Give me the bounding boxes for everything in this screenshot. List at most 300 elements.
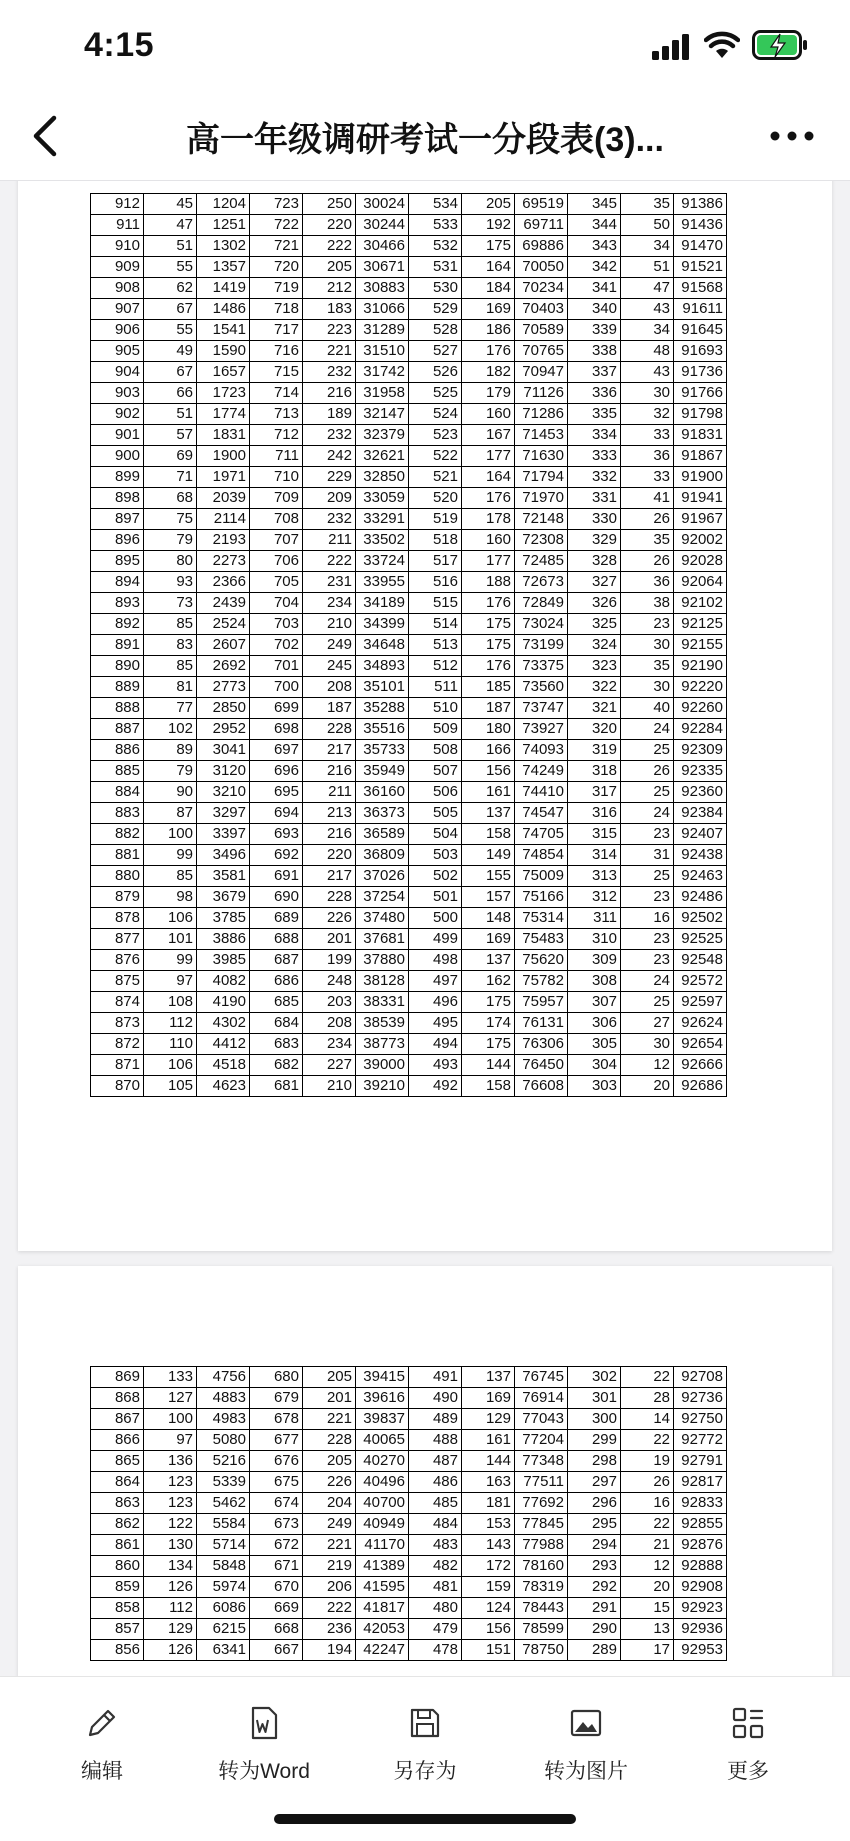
table-row [91, 257, 727, 278]
table-cell: 336 [568, 383, 621, 404]
table-cell: 32621 [356, 446, 409, 467]
table-cell: 5339 [197, 1472, 250, 1493]
table-cell: 2193 [197, 530, 250, 551]
table-cell: 205 [303, 1367, 356, 1388]
table-cell: 32850 [356, 467, 409, 488]
table-row [91, 1451, 727, 1472]
table-cell: 711 [250, 446, 303, 467]
table-cell: 92654 [674, 1034, 727, 1055]
table-cell: 75166 [515, 887, 568, 908]
table-cell: 23 [621, 950, 674, 971]
table-cell: 162 [462, 971, 515, 992]
table-row [91, 1367, 727, 1388]
edit-button[interactable]: 编辑 [32, 1705, 172, 1785]
table-cell: 30 [621, 635, 674, 656]
table-cell: 77845 [515, 1514, 568, 1535]
table-cell: 307 [568, 992, 621, 1013]
table-cell: 106 [144, 1055, 197, 1076]
table-cell: 157 [462, 887, 515, 908]
table-cell: 674 [250, 1493, 303, 1514]
table-cell: 517 [409, 551, 462, 572]
table-cell: 222 [303, 551, 356, 572]
table-cell: 106 [144, 908, 197, 929]
table-cell: 697 [250, 740, 303, 761]
table-cell: 2773 [197, 677, 250, 698]
table-cell: 110 [144, 1034, 197, 1055]
table-cell: 21 [621, 1535, 674, 1556]
table-cell: 31289 [356, 320, 409, 341]
table-cell: 528 [409, 320, 462, 341]
table-cell: 30 [621, 677, 674, 698]
table-cell: 221 [303, 341, 356, 362]
table-cell: 676 [250, 1451, 303, 1472]
table-cell: 323 [568, 656, 621, 677]
table-cell: 92125 [674, 614, 727, 635]
table-row [91, 551, 727, 572]
table-cell: 55 [144, 257, 197, 278]
table-cell: 34648 [356, 635, 409, 656]
table-cell: 871 [91, 1055, 144, 1076]
table-cell: 1419 [197, 278, 250, 299]
table-cell: 48 [621, 341, 674, 362]
table-cell: 67 [144, 299, 197, 320]
table-cell: 691 [250, 866, 303, 887]
table-cell: 169 [462, 929, 515, 950]
table-cell: 92335 [674, 761, 727, 782]
grid-icon [730, 1705, 766, 1741]
table-cell: 299 [568, 1430, 621, 1451]
table-row [91, 719, 727, 740]
table-cell: 17 [621, 1640, 674, 1661]
table-cell: 1590 [197, 341, 250, 362]
table-cell: 2524 [197, 614, 250, 635]
table-cell: 35516 [356, 719, 409, 740]
table-cell: 137 [462, 950, 515, 971]
document-viewer[interactable] [0, 181, 850, 1676]
table-cell: 35 [621, 530, 674, 551]
table-cell: 92855 [674, 1514, 727, 1535]
table-cell: 4756 [197, 1367, 250, 1388]
table-cell: 521 [409, 467, 462, 488]
table-cell: 888 [91, 698, 144, 719]
table-cell: 862 [91, 1514, 144, 1535]
table-cell: 41 [621, 488, 674, 509]
table-cell: 908 [91, 278, 144, 299]
table-cell: 112 [144, 1598, 197, 1619]
table-cell: 668 [250, 1619, 303, 1640]
cellular-signal-icon [652, 34, 692, 60]
table-row [91, 488, 727, 509]
word-icon [246, 1705, 282, 1741]
table-cell: 124 [462, 1598, 515, 1619]
table-cell: 480 [409, 1598, 462, 1619]
table-cell: 33 [621, 467, 674, 488]
table-cell: 39000 [356, 1055, 409, 1076]
table-cell: 83 [144, 635, 197, 656]
table-cell: 75314 [515, 908, 568, 929]
table-cell: 37880 [356, 950, 409, 971]
table-cell: 478 [409, 1640, 462, 1661]
table-cell: 153 [462, 1514, 515, 1535]
table-cell: 92190 [674, 656, 727, 677]
table-cell: 1302 [197, 236, 250, 257]
table-row [91, 1472, 727, 1493]
table-cell: 216 [303, 761, 356, 782]
table-row [91, 1577, 727, 1598]
table-row [91, 866, 727, 887]
table-cell: 47 [144, 215, 197, 236]
table-cell: 870 [91, 1076, 144, 1097]
table-cell: 515 [409, 593, 462, 614]
table-cell: 187 [462, 698, 515, 719]
table-cell: 316 [568, 803, 621, 824]
table-cell: 295 [568, 1514, 621, 1535]
table-cell: 92936 [674, 1619, 727, 1640]
table-row [91, 824, 727, 845]
table-cell: 201 [303, 929, 356, 950]
table-cell: 91436 [674, 215, 727, 236]
table-cell: 156 [462, 761, 515, 782]
table-cell: 5462 [197, 1493, 250, 1514]
table-cell: 33 [621, 425, 674, 446]
table-cell: 92686 [674, 1076, 727, 1097]
table-cell: 172 [462, 1556, 515, 1577]
table-cell: 321 [568, 698, 621, 719]
table-cell: 39616 [356, 1388, 409, 1409]
convert-to-image-button[interactable]: 转为图片 [516, 1705, 656, 1785]
table-cell: 250 [303, 194, 356, 215]
table-row [91, 656, 727, 677]
table-cell: 236 [303, 1619, 356, 1640]
table-cell: 708 [250, 509, 303, 530]
table-cell: 163 [462, 1472, 515, 1493]
table-cell: 869 [91, 1367, 144, 1388]
table-cell: 186 [462, 320, 515, 341]
table-cell: 91867 [674, 446, 727, 467]
table-row [91, 1409, 727, 1430]
table-cell: 77692 [515, 1493, 568, 1514]
table-cell: 489 [409, 1409, 462, 1430]
table-cell: 92284 [674, 719, 727, 740]
table-cell: 909 [91, 257, 144, 278]
table-cell: 216 [303, 824, 356, 845]
table-row [91, 845, 727, 866]
table-cell: 891 [91, 635, 144, 656]
table-cell: 51 [144, 236, 197, 257]
table-row [91, 593, 727, 614]
table-cell: 301 [568, 1388, 621, 1409]
table-cell: 313 [568, 866, 621, 887]
table-cell: 33955 [356, 572, 409, 593]
table-cell: 4412 [197, 1034, 250, 1055]
table-cell: 74705 [515, 824, 568, 845]
more-options-icon[interactable] [768, 122, 816, 150]
table-row [91, 698, 727, 719]
table-cell: 685 [250, 992, 303, 1013]
table-cell: 911 [91, 215, 144, 236]
table-cell: 314 [568, 845, 621, 866]
table-cell: 232 [303, 509, 356, 530]
table-cell: 211 [303, 782, 356, 803]
table-cell: 905 [91, 341, 144, 362]
table-cell: 169 [462, 1388, 515, 1409]
table-cell: 294 [568, 1535, 621, 1556]
table-cell: 183 [303, 299, 356, 320]
table-cell: 71794 [515, 467, 568, 488]
table-row [91, 1514, 727, 1535]
table-cell: 102 [144, 719, 197, 740]
table-cell: 703 [250, 614, 303, 635]
table-cell: 73375 [515, 656, 568, 677]
table-cell: 72485 [515, 551, 568, 572]
table-cell: 178 [462, 509, 515, 530]
table-row [91, 1640, 727, 1661]
table-cell: 35288 [356, 698, 409, 719]
table-cell: 901 [91, 425, 144, 446]
table-cell: 92572 [674, 971, 727, 992]
table-cell: 123 [144, 1472, 197, 1493]
table-cell: 184 [462, 278, 515, 299]
table-cell: 108 [144, 992, 197, 1013]
table-cell: 896 [91, 530, 144, 551]
convert-to-word-button[interactable]: 转为Word [194, 1705, 334, 1785]
table-cell: 182 [462, 362, 515, 383]
table-cell: 696 [250, 761, 303, 782]
table-cell: 40700 [356, 1493, 409, 1514]
more-button[interactable]: 更多 [678, 1705, 818, 1785]
table-cell: 32147 [356, 404, 409, 425]
table-cell: 39837 [356, 1409, 409, 1430]
table-cell: 331 [568, 488, 621, 509]
table-cell: 1831 [197, 425, 250, 446]
table-cell: 92953 [674, 1640, 727, 1661]
table-cell: 705 [250, 572, 303, 593]
table-cell: 137 [462, 803, 515, 824]
table-cell: 176 [462, 341, 515, 362]
table-cell: 865 [91, 1451, 144, 1472]
table-cell: 130 [144, 1535, 197, 1556]
table-cell: 337 [568, 362, 621, 383]
table-row [91, 341, 727, 362]
table-cell: 693 [250, 824, 303, 845]
table-cell: 907 [91, 299, 144, 320]
table-cell: 512 [409, 656, 462, 677]
table-cell: 3496 [197, 845, 250, 866]
table-cell: 6341 [197, 1640, 250, 1661]
table-row [91, 404, 727, 425]
table-cell: 92260 [674, 698, 727, 719]
table-cell: 77511 [515, 1472, 568, 1493]
table-cell: 874 [91, 992, 144, 1013]
table-cell: 161 [462, 1430, 515, 1451]
table-cell: 92833 [674, 1493, 727, 1514]
table-cell: 57 [144, 425, 197, 446]
table-cell: 33059 [356, 488, 409, 509]
table-cell: 912 [91, 194, 144, 215]
table-cell: 50 [621, 215, 674, 236]
table-cell: 78160 [515, 1556, 568, 1577]
table-cell: 533 [409, 215, 462, 236]
table-cell: 12 [621, 1556, 674, 1577]
back-arrow-icon[interactable] [26, 112, 66, 160]
table-cell: 23 [621, 824, 674, 845]
table-cell: 6215 [197, 1619, 250, 1640]
table-cell: 75009 [515, 866, 568, 887]
table-cell: 863 [91, 1493, 144, 1514]
table-cell: 23 [621, 614, 674, 635]
table-cell: 245 [303, 656, 356, 677]
table-cell: 77 [144, 698, 197, 719]
table-cell: 719 [250, 278, 303, 299]
table-cell: 712 [250, 425, 303, 446]
table-cell: 221 [303, 1535, 356, 1556]
table-cell: 695 [250, 782, 303, 803]
table-cell: 62 [144, 278, 197, 299]
table-cell: 494 [409, 1034, 462, 1055]
table-cell: 92463 [674, 866, 727, 887]
table-row [91, 320, 727, 341]
table-cell: 1723 [197, 383, 250, 404]
table-cell: 687 [250, 950, 303, 971]
table-cell: 227 [303, 1055, 356, 1076]
table-cell: 306 [568, 1013, 621, 1034]
table-cell: 293 [568, 1556, 621, 1577]
table-row [91, 215, 727, 236]
table-cell: 85 [144, 656, 197, 677]
table-cell: 34399 [356, 614, 409, 635]
table-cell: 698 [250, 719, 303, 740]
table-cell: 31510 [356, 341, 409, 362]
table-cell: 72308 [515, 530, 568, 551]
table-cell: 226 [303, 908, 356, 929]
table-cell: 531 [409, 257, 462, 278]
table-cell: 519 [409, 509, 462, 530]
table-cell: 122 [144, 1514, 197, 1535]
table-cell: 92102 [674, 593, 727, 614]
table-cell: 69711 [515, 215, 568, 236]
table-cell: 75483 [515, 929, 568, 950]
table-cell: 177 [462, 446, 515, 467]
table-cell: 2439 [197, 593, 250, 614]
table-cell: 670 [250, 1577, 303, 1598]
table-cell: 312 [568, 887, 621, 908]
table-cell: 24 [621, 971, 674, 992]
table-cell: 34893 [356, 656, 409, 677]
wifi-icon [704, 30, 740, 60]
table-cell: 126 [144, 1577, 197, 1598]
table-cell: 518 [409, 530, 462, 551]
table-row [91, 1034, 727, 1055]
table-cell: 213 [303, 803, 356, 824]
table-cell: 345 [568, 194, 621, 215]
table-cell: 229 [303, 467, 356, 488]
table-row [91, 908, 727, 929]
table-cell: 40949 [356, 1514, 409, 1535]
table-cell: 91470 [674, 236, 727, 257]
table-cell: 87 [144, 803, 197, 824]
table-cell: 24 [621, 719, 674, 740]
table-cell: 37681 [356, 929, 409, 950]
table-cell: 513 [409, 635, 462, 656]
table-cell: 682 [250, 1055, 303, 1076]
table-cell: 77204 [515, 1430, 568, 1451]
table-cell: 39210 [356, 1076, 409, 1097]
table-cell: 127 [144, 1388, 197, 1409]
table-cell: 38331 [356, 992, 409, 1013]
table-cell: 36809 [356, 845, 409, 866]
table-cell: 158 [462, 824, 515, 845]
table-cell: 498 [409, 950, 462, 971]
table-cell: 30671 [356, 257, 409, 278]
table-cell: 490 [409, 1388, 462, 1409]
table-cell: 333 [568, 446, 621, 467]
table-cell: 92791 [674, 1451, 727, 1472]
table-cell: 232 [303, 362, 356, 383]
table-cell: 179 [462, 383, 515, 404]
table-cell: 74093 [515, 740, 568, 761]
table-cell: 675 [250, 1472, 303, 1493]
table-cell: 40 [621, 698, 674, 719]
table-row [91, 992, 727, 1013]
table-cell: 2039 [197, 488, 250, 509]
table-cell: 5714 [197, 1535, 250, 1556]
table-cell: 899 [91, 467, 144, 488]
table-cell: 37254 [356, 887, 409, 908]
table-cell: 3041 [197, 740, 250, 761]
table-cell: 31742 [356, 362, 409, 383]
table-cell: 2114 [197, 509, 250, 530]
table-cell: 40065 [356, 1430, 409, 1451]
table-cell: 155 [462, 866, 515, 887]
table-row [91, 1619, 727, 1640]
save-as-button[interactable]: 另存为 [355, 1705, 495, 1785]
table-cell: 309 [568, 950, 621, 971]
table-cell: 91693 [674, 341, 727, 362]
table-cell: 51 [144, 404, 197, 425]
table-row [91, 362, 727, 383]
table-cell: 75957 [515, 992, 568, 1013]
table-cell: 34 [621, 236, 674, 257]
table-cell: 3297 [197, 803, 250, 824]
table-cell: 223 [303, 320, 356, 341]
table-cell: 34 [621, 320, 674, 341]
table-cell: 74854 [515, 845, 568, 866]
table-cell: 73560 [515, 677, 568, 698]
table-cell: 329 [568, 530, 621, 551]
table-row [91, 530, 727, 551]
table-cell: 49 [144, 341, 197, 362]
table-cell: 495 [409, 1013, 462, 1034]
table-cell: 166 [462, 740, 515, 761]
table-cell: 76745 [515, 1367, 568, 1388]
table-cell: 902 [91, 404, 144, 425]
table-row [91, 509, 727, 530]
table-row [91, 446, 727, 467]
table-cell: 3985 [197, 950, 250, 971]
table-cell: 689 [250, 908, 303, 929]
table-cell: 508 [409, 740, 462, 761]
table-cell: 906 [91, 320, 144, 341]
table-cell: 510 [409, 698, 462, 719]
table-cell: 91736 [674, 362, 727, 383]
table-cell: 706 [250, 551, 303, 572]
table-cell: 714 [250, 383, 303, 404]
table-cell: 3785 [197, 908, 250, 929]
table-row [91, 383, 727, 404]
table-cell: 487 [409, 1451, 462, 1472]
table-cell: 326 [568, 593, 621, 614]
table-cell: 667 [250, 1640, 303, 1661]
